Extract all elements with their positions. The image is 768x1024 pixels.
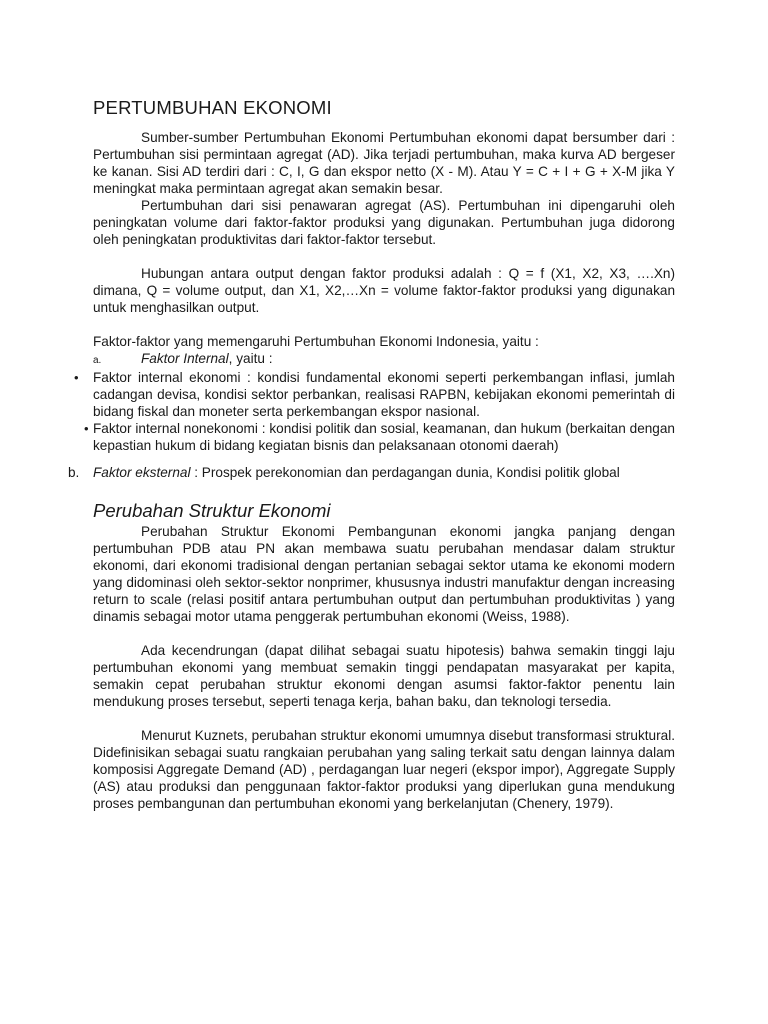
paragraph-hypothesis: Ada kecendrungan (dapat dilihat sebagai suatu hipotesis) bahwa semakin tinggi laju pertumbuhan ekonomi yang membuat semakin tinggi pendapatan masyarakat per kapita, semakin cepat perubahan struktur ekonomi dengan asumsi faktor-faktor penentu lain mendukung proses tersebut, seperti tenaga kerja, bahan baku, dan teknologi tersedia.	[93, 643, 675, 709]
list-item-external-factors	[68, 464, 675, 481]
section-heading: Perubahan Struktur Ekonomi	[93, 500, 331, 521]
external-factors-text: : Prospek perekonomian dan perdagangan dunia, Kondisi politik global	[190, 465, 620, 480]
bullet-icon: •	[74, 370, 79, 385]
paragraph-structural-change: Perubahan Struktur Ekonomi Pembangunan ekonomi jangka panjang dengan pertumbuhan PDB atau PN akan membawa suatu perubahan mendasar dalam struktur ekonomi, dari ekonomi tradisional dengan pertanian sebagai sektor utama ke ekonomi modern yang didominasi oleh sektor-sektor nonprimer, khususnya industri manufaktur dengan increasing return to scale (relasi positif antara pertumbuhan output dan pertumbuhan produktivitas ) yang dinamis sebagai motor utama penggerak pertumbuhan ekonomi (Weiss, 1988).	[93, 524, 675, 624]
bullet-text: Faktor internal ekonomi : kondisi fundamental ekonomi seperti perkembangan inflasi, jumlah cadangan devisa, kondisi sektor perbankan, realisasi RAPBN, kebijakan ekonomi pemerintah di bidang fiskal dan moneter serta perkembangan ekspor nasional.	[93, 370, 675, 419]
paragraph-sources-of-growth: Sumber-sumber Pertumbuhan Ekonomi Pertumbuhan ekonomi dapat bersumber dari : Pertumbuhan sisi permintaan agregat (AD). Jika terjadi pertumbuhan, maka kurva AD bergeser ke kanan. Sisi AD terdiri dari : C, I, G dan ekspor netto (X - M). Atau Y = C + I + G + X-M jika Y meningkat maka permintaan agregat akan semakin besar.	[93, 130, 675, 196]
factors-intro: Faktor-faktor yang memengaruhi Pertumbuhan Ekonomi Indonesia, yaitu :	[93, 334, 539, 349]
bullet-icon: •	[84, 421, 89, 436]
external-factors-label: Faktor eksternal	[93, 465, 191, 480]
bullet-noneconomic-internal-factors	[84, 420, 675, 454]
list-marker-b: b.	[68, 465, 80, 480]
list-marker-a: a.	[93, 355, 102, 366]
document-page	[68, 96, 675, 812]
bullet-economic-internal-factors	[74, 369, 675, 420]
paragraph-kuznets: Menurut Kuznets, perubahan struktur ekonomi umumnya disebut transformasi struktural. Didefinisikan sebagai suatu rangkaian perubahan yang saling terkait satu dengan lainnya dalam komposisi Aggregate Demand (AD) , perdagangan luar negeri (ekspor impor), Aggregate Supply (AS) atau produksi dan penggunaan faktor-faktor produksi yang diperlukan guna mendukung proses pembangunan dan pertumbuhan ekonomi yang berkelanjutan (Chenery, 1979).	[93, 728, 675, 811]
list-item-internal-factors	[93, 350, 675, 369]
paragraph-production-function: Hubungan antara output dengan faktor produksi adalah : Q = f (X1, X2, X3, ….Xn) dimana, Q = volume output, dan X1, X2,…Xn = volume faktor-faktor produksi yang digunakan untuk menghasilkan output.	[93, 266, 675, 315]
internal-factors-suffix: , yaitu :	[228, 351, 273, 366]
internal-factors-label: Faktor Internal	[141, 351, 229, 366]
page-title: PERTUMBUHAN EKONOMI	[93, 97, 332, 118]
bullet-text: Faktor internal nonekonomi : kondisi politik dan sosial, keamanan, dan hukum (berkaitan dengan kepastian hukum di bidang kegiatan bisnis dan pelaksanaan otonomi daerah)	[93, 421, 675, 453]
paragraph-aggregate-supply: Pertumbuhan dari sisi penawaran agregat (AS). Pertumbuhan ini dipengaruhi oleh peningkatan volume dari faktor-faktor produksi yang digunakan. Pertumbuhan juga didorong oleh peningkatan produktivitas dari faktor-faktor tersebut.	[93, 198, 675, 247]
